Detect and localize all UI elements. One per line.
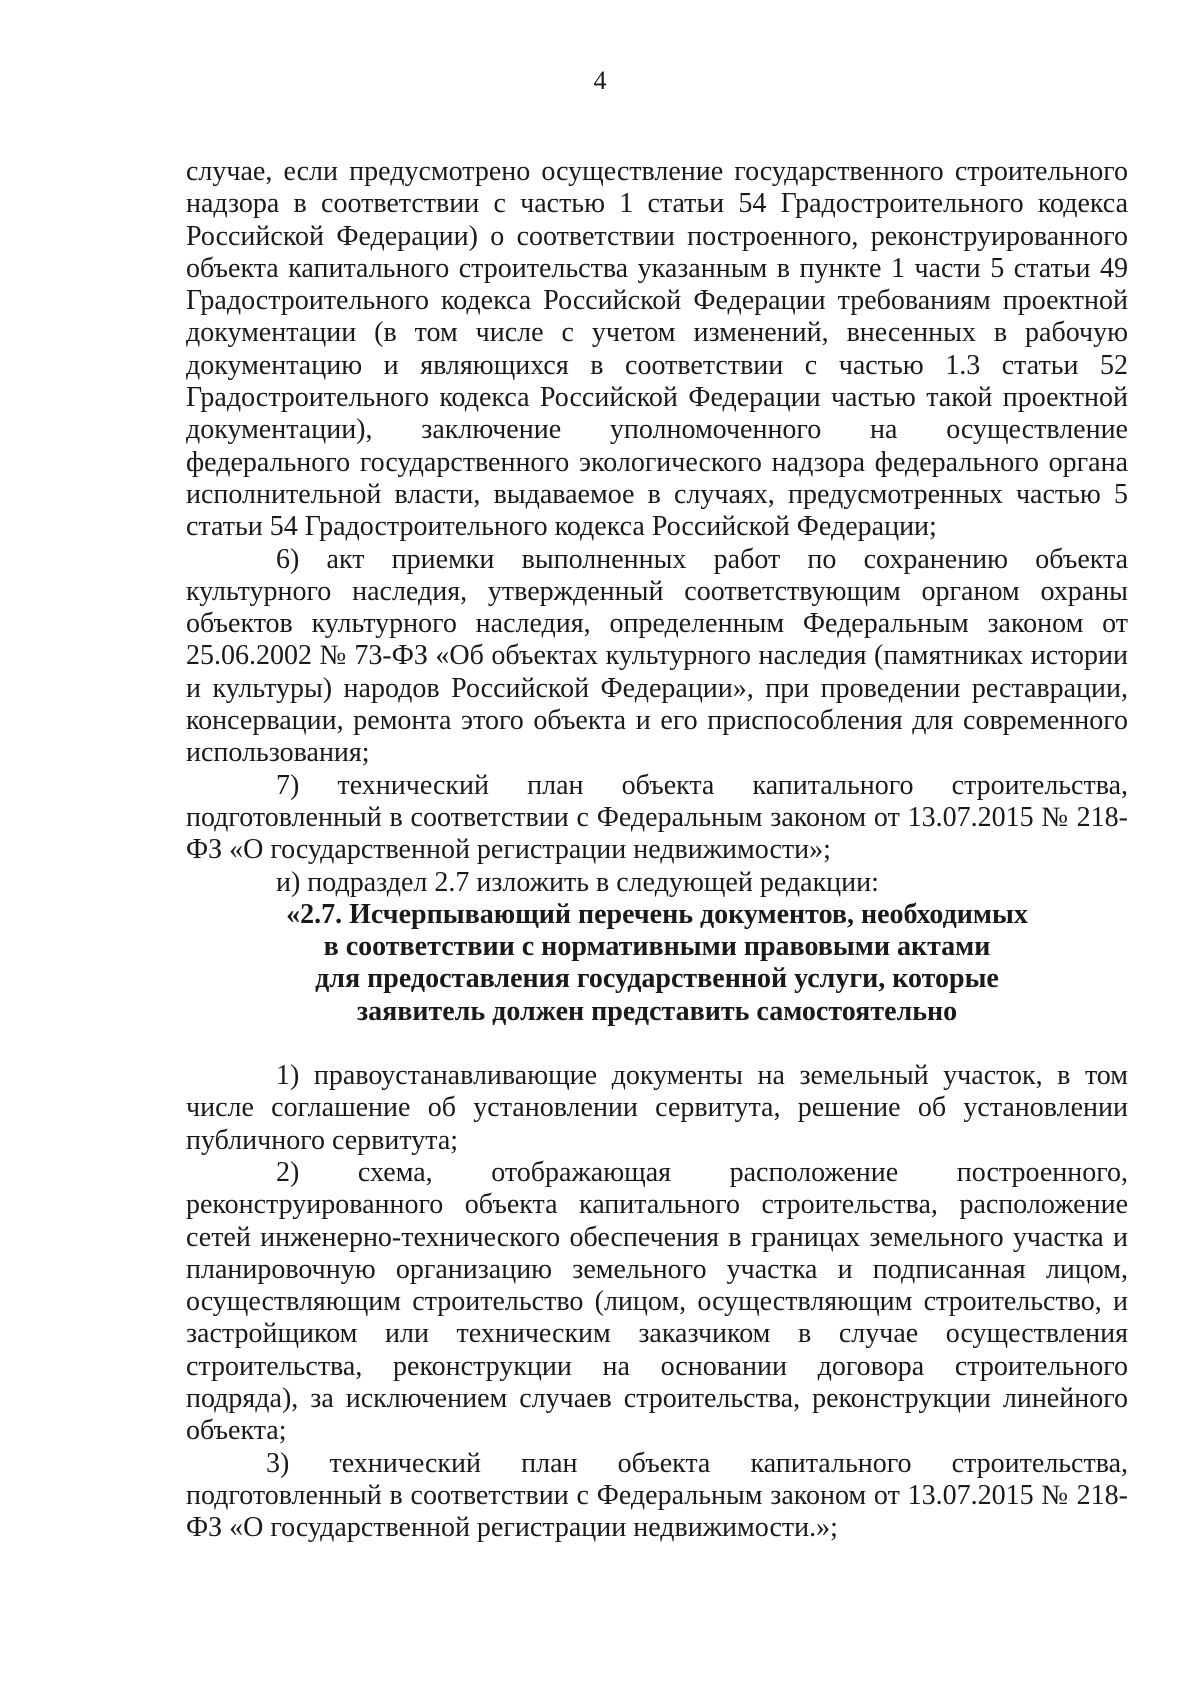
section-heading-line-1: «2.7. Исчерпывающий перечень документов, необходимых [286,898,1028,930]
paragraph-doc-item-3: 3) технический план объекта капитального строительства, подготовленный в соответствии с Федеральным законом от 13.07.2015 № 218-ФЗ «О государственной регистрации недвижимости.»; [186,1447,1128,1544]
paragraph-amendment-intro: и) подраздел 2.7 изложить в следующей редакции: [276,866,879,898]
section-heading-line-2: в соответствии с нормативными правовыми актами [323,931,991,963]
section-heading-line-3: для предоставления государственной услуги, которые [315,963,999,995]
section-heading [186,899,1128,1028]
section-heading-line-4: заявитель должен представить самостоятельно [356,995,958,1027]
paragraph-doc-item-2: 2) схема, отображающая расположение построенного, реконструированного объекта капитального строительства, расположение сетей инженерно-технического обеспечения в границах земельного участка и планировочную организацию земельного участка и подписанная лицом, осуществляющим строительство (лицом, осуществляющим строительство, и застройщиком или техническим заказчиком в случае осуществления строительства, реконструкции на основании договора строительного подряда), за исключением случаев строительства, реконструкции линейного объекта; [186,1156,1128,1447]
paragraph-doc-item-1: 1) правоустанавливающие документы на земельный участок, в том числе соглашение об установлении сервитута, решение об установлении публичного сервитута; [186,1060,1128,1156]
paragraph-continuation: случае, если предусмотрено осуществление государственного строительного надзора в соответствии с частью 1 статьи 54 Градостроительного кодекса Российской Федерации) о соответствии построенного, реконструированного объекта капитального строительства указанным в пункте 1 части 5 статьи 49 Градостроительного кодекса Российской Федерации требованиям проектной документации (в том числе с учетом изменений, внесенных в рабочую документацию и являющихся в соответствии с частью 1.3 статьи 52 Градостроительного кодекса Российской Федерации частью такой проектной документации), заключение уполномоченного на осуществление федерального государственного экологического надзора федерального органа исполнительной власти, выдаваемое в случаях, предусмотренных частью 5 статьи 54 Градостроительного кодекса Российской Федерации; [186,156,1128,543]
document-body [186,156,1128,1544]
paragraph-item-7: 7) технический план объекта капитального строительства, подготовленный в соответствии с Федеральным законом от 13.07.2015 № 218-ФЗ «О государственной регистрации недвижимости»; [186,769,1128,866]
page-number: 4 [593,66,607,95]
paragraph-item-6: 6) акт приемки выполненных работ по сохранению объекта культурного наследия, утвержденный соответствующим органом охраны объектов культурного наследия, определенным Федеральным законом от 25.06.2002 № 73-ФЗ «Об объектах культурного наследия (памятниках истории и культуры) народов Российской Федерации», при проведении реставрации, консервации, ремонта этого объекта и его приспособления для современного использования; [186,543,1128,769]
